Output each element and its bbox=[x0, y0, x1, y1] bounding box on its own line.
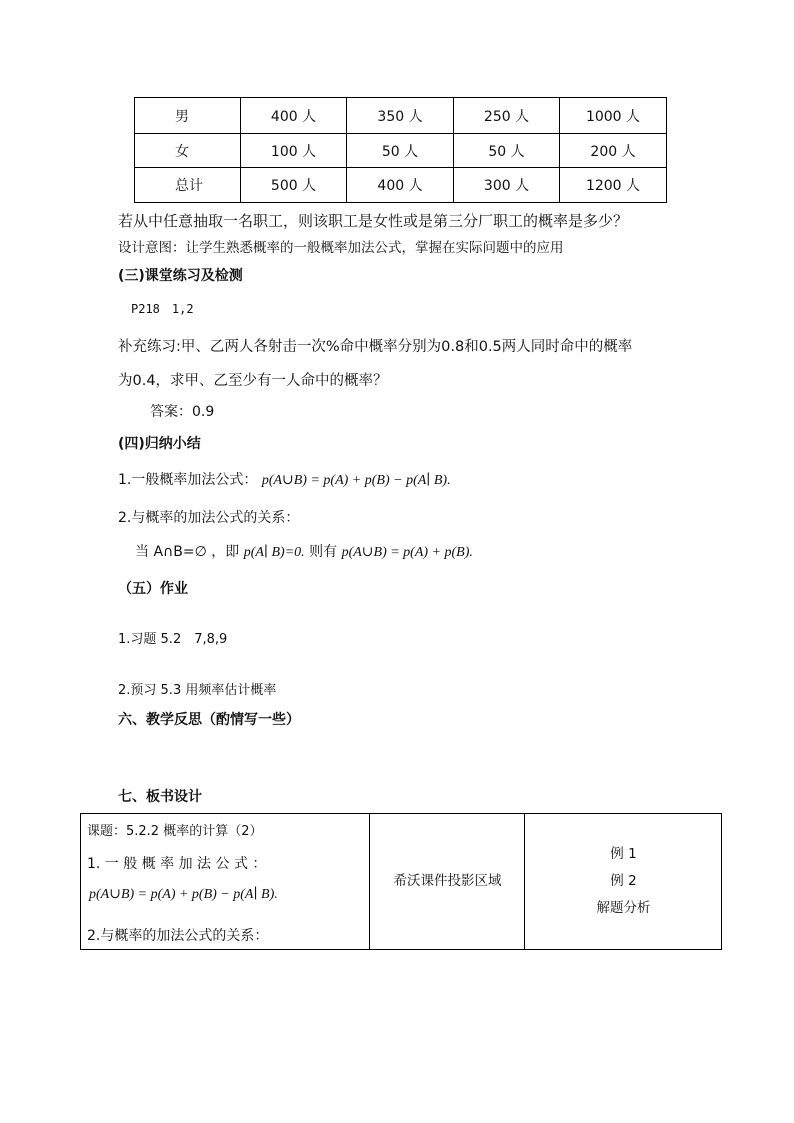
table-cell: 400 人 bbox=[347, 168, 454, 203]
section-5-heading: （五）作业 bbox=[118, 581, 188, 597]
table-row bbox=[135, 134, 667, 168]
board-formula: p(A∪B) = p(A) + p(B) − p(A∣ B). bbox=[89, 887, 278, 902]
board-lesson-title: 课题：5.2.2 概率的计算（2） bbox=[87, 824, 263, 839]
board-line-2: 2.与概率的加法公式的关系： bbox=[87, 928, 269, 944]
table-cell: 男 bbox=[135, 98, 241, 134]
summary-item-2: 2.与概率的加法公式的关系： bbox=[118, 510, 300, 526]
table-row bbox=[81, 814, 722, 950]
table-cell: 总计 bbox=[135, 168, 241, 203]
projection-area-label: 希沃课件投影区域 bbox=[393, 873, 502, 889]
table-cell: 250 人 bbox=[454, 98, 560, 134]
homework-item-2: 2.预习 5.3 用频率估计概率 bbox=[118, 683, 277, 698]
analysis-label: 解题分析 bbox=[596, 900, 651, 916]
summary-item-1 bbox=[118, 469, 451, 489]
design-intent: 设计意图：让学生熟悉概率的一般概率加法公式，掌握在实际问题中的应用 bbox=[118, 240, 564, 256]
condition-formula: p(A∣ B)=0. bbox=[243, 545, 305, 560]
table-cell: 50 人 bbox=[347, 134, 454, 168]
condition-prefix: 当 A∩B=∅ ，即 bbox=[135, 544, 240, 560]
homework-item-1: 1.习题 5.2 7,8,9 bbox=[118, 632, 228, 647]
section-6-heading: 六、教学反思（酌情写一些） bbox=[118, 712, 300, 728]
table-cell: 女 bbox=[135, 134, 241, 168]
table-cell: 350 人 bbox=[347, 98, 454, 134]
table-row bbox=[135, 98, 667, 134]
summary-item-1-label: 1.一般概率加法公式： bbox=[118, 472, 258, 488]
section-3-heading: (三)课堂练习及检测 bbox=[118, 268, 243, 284]
example-2-label: 例 2 bbox=[610, 873, 637, 889]
section-7-heading: 七、板书设计 bbox=[118, 789, 202, 805]
section-4-heading: (四)归纳小结 bbox=[118, 436, 201, 452]
addition-formula: p(A∪B) = p(A) + p(B) − p(A∣ B). bbox=[261, 473, 451, 488]
table-cell: 200 人 bbox=[560, 134, 667, 168]
table-cell: 50 人 bbox=[454, 134, 560, 168]
table-row bbox=[135, 168, 667, 203]
board-middle-cell bbox=[370, 814, 525, 950]
supplementary-exercise-line1: 补充练习:甲、乙两人各射击一次%命中概率分别为0.8和0.5两人同时命中的概率 bbox=[118, 339, 633, 355]
disjoint-condition bbox=[135, 541, 473, 561]
table-cell: 400 人 bbox=[241, 98, 347, 134]
board-line-1: 1. 一 般 概 率 加 法 公 式 ： bbox=[87, 856, 267, 872]
board-left-cell bbox=[81, 814, 370, 950]
condition-then: 则有 bbox=[309, 544, 338, 560]
question-text: 若从中任意抽取一名职工，则该职工是女性或是第三分厂职工的概率是多少？ bbox=[118, 212, 629, 230]
board-design-table bbox=[80, 813, 722, 950]
answer-text: 答案：0.9 bbox=[150, 404, 215, 420]
staff-stats-table bbox=[134, 97, 667, 203]
table-cell: 300 人 bbox=[454, 168, 560, 203]
table-cell: 1000 人 bbox=[560, 98, 667, 134]
board-right-cell bbox=[525, 814, 722, 950]
supplementary-exercise-line2: 为0.4，求甲、乙至少有一人命中的概率？ bbox=[118, 373, 388, 389]
table-cell: 1200 人 bbox=[560, 168, 667, 203]
page-reference: P218 1,2 bbox=[131, 302, 194, 316]
condition-result-formula: p(A∪B) = p(A) + p(B). bbox=[341, 545, 473, 560]
example-1-label: 例 1 bbox=[610, 846, 637, 862]
table-cell: 500 人 bbox=[241, 168, 347, 203]
table-cell: 100 人 bbox=[241, 134, 347, 168]
